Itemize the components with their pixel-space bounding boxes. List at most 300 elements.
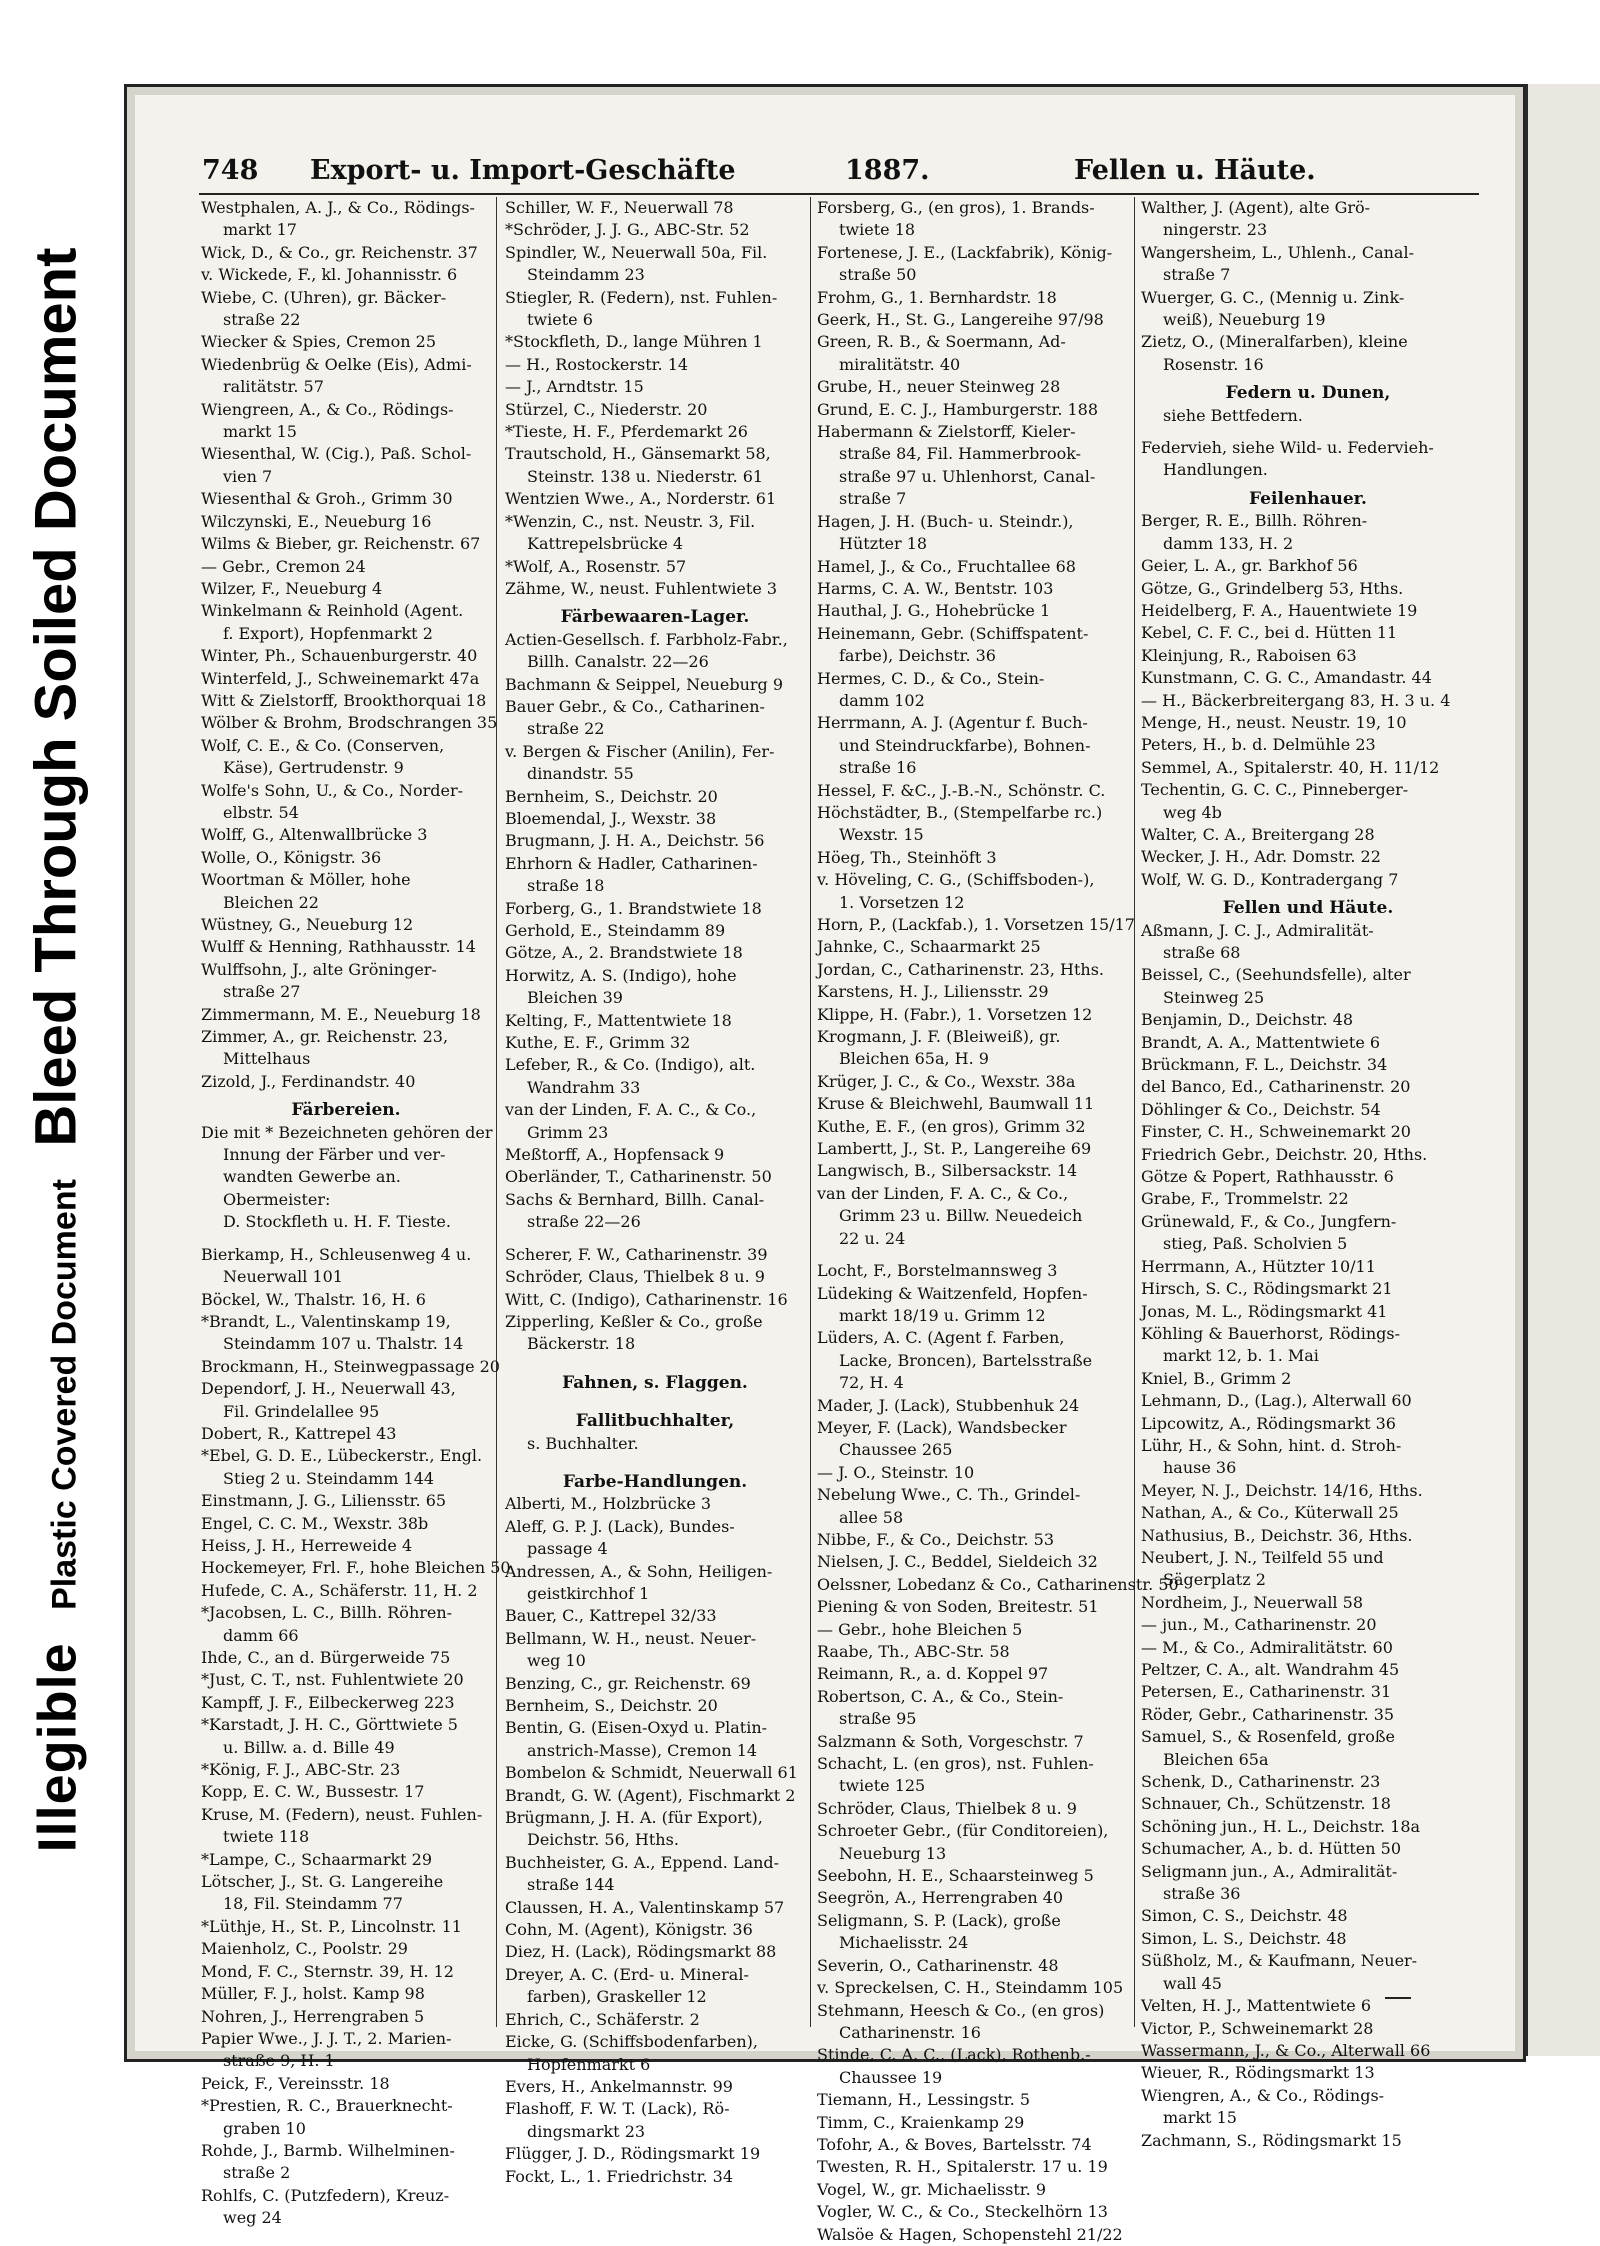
entry-continuation: markt 15	[223, 422, 297, 442]
directory-entry: Bernheim, S., Deichstr. 20	[505, 1696, 718, 1715]
directory-entry: v. Spreckelsen, C. H., Steindamm 105	[817, 1978, 1124, 1998]
directory-entry: Hagen, J. H. (Buch- u. Steindr.),	[817, 511, 1074, 531]
directory-entry: *Schröder, J. J. G., ABC-Str. 52	[505, 220, 750, 240]
directory-entry: Zizold, J., Ferdinandstr. 40	[201, 1071, 416, 1091]
directory-entry: Seligmann jun., A., Admiralität-	[1141, 1861, 1398, 1881]
directory-entry: Kebel, C. F. C., bei d. Hütten 11	[1141, 623, 1398, 643]
directory-entry: Reimann, R., a. d. Koppel 97	[817, 1664, 1049, 1684]
directory-entry: Dependorf, J. H., Neuerwall 43,	[201, 1379, 456, 1399]
entry-continuation: Steindamm 23	[527, 265, 645, 285]
directory-entry: Zietz, O., (Mineralfarben), kleine	[1141, 332, 1408, 352]
directory-entry: Eicke, G. (Schiffsbodenfarben),	[505, 2032, 758, 2052]
directory-entry: Nebelung Wwe., C. Th., Grindel-	[817, 1485, 1081, 1505]
directory-entry: Heiss, J. H., Herreweide 4	[201, 1535, 413, 1555]
entry-continuation: markt 18/19 u. Grimm 12	[839, 1305, 1046, 1325]
entry-continuation: geistkirchhof 1	[527, 1583, 650, 1603]
directory-entry: Wiecker & Spies, Cremon 25	[201, 332, 437, 352]
directory-entry: Lehmann, D., (Lag.), Alterwall 60	[1141, 1391, 1412, 1411]
entry-continuation: weg 4b	[1163, 802, 1222, 822]
directory-entry: Federvieh, siehe Wild- u. Federvieh-	[1141, 438, 1434, 458]
entry-continuation: anstrich-Masse), Cremon 14	[527, 1740, 758, 1760]
directory-entry: Wuerger, G. C., (Mennig u. Zink-	[1141, 287, 1405, 307]
entry-continuation: stieg, Paß. Scholvien 5	[1163, 1234, 1348, 1254]
stamp-labels	[23, 248, 90, 1853]
directory-entry: Bellmann, W. H., neust. Neuer-	[505, 1628, 757, 1648]
entry-continuation: wall 45	[1163, 1973, 1222, 1993]
directory-entry: v. Bergen & Fischer (Anilin), Fer-	[505, 741, 775, 761]
directory-entry: Bombelon & Schmidt, Neuerwall 61	[505, 1763, 798, 1783]
entry-continuation: f. Export), Hopfenmarkt 2	[223, 623, 433, 643]
directory-entry: Claussen, H. A., Valentinskamp 57	[505, 1897, 785, 1917]
directory-entry: Krüger, J. C., & Co., Wexstr. 38a	[817, 1071, 1076, 1091]
directory-entry: Wiedenbrüg & Oelke (Eis), Admi-	[201, 354, 472, 374]
directory-entry: Karstens, H. J., Liliensstr. 29	[817, 982, 1049, 1002]
directory-entry: Wölber & Brohm, Brodschrangen 35	[201, 713, 498, 733]
directory-entry: Berger, R. E., Billh. Röhren-	[1141, 511, 1368, 531]
entry-continuation: Wandrahm 33	[527, 1077, 641, 1097]
directory-entry: Bauer, C., Kattrepel 32/33	[505, 1606, 717, 1626]
section-heading: Feilenhauer.	[1249, 488, 1367, 509]
directory-entry: Actien-Gesellsch. f. Farbholz-Fabr.,	[505, 629, 788, 649]
running-year: 1887.	[845, 155, 930, 186]
directory-entry: Meyer, N. J., Deichstr. 14/16, Hths.	[1141, 1480, 1423, 1500]
directory-entry: Vogler, W. C., & Co., Steckelhörn 13	[817, 2202, 1108, 2222]
directory-entry: Hirsch, S. C., Rödingsmarkt 21	[1141, 1279, 1393, 1299]
directory-entry: Nohren, J., Herrengraben 5	[201, 2006, 425, 2026]
directory-entry: Wulff & Henning, Rathhausstr. 14	[201, 937, 476, 957]
directory-entry: *Jacobsen, L. C., Billh. Röhren-	[201, 1603, 453, 1623]
entry-continuation: miralitätstr. 40	[839, 354, 961, 374]
directory-entry: Krogmann, J. F. (Bleiweiß), gr.	[817, 1027, 1061, 1047]
directory-entry: Kampff, J. F., Eilbeckerweg 223	[201, 1692, 455, 1712]
entry-continuation: Bleichen 65a, H. 9	[839, 1049, 989, 1069]
directory-entry: Müller, F. J., holst. Kamp 98	[201, 1984, 425, 2004]
directory-entry: *Karstadt, J. H. C., Görttwiete 5	[201, 1715, 458, 1735]
directory-entry: Wiebe, C. (Uhren), gr. Bäcker-	[201, 287, 447, 307]
entry-continuation: weiß), Neueburg 19	[1163, 310, 1326, 330]
entry-continuation: Hopfenmarkt 6	[527, 2054, 651, 2074]
directory-entry: Seegrön, A., Herrengraben 40	[817, 1888, 1064, 1908]
column-2	[505, 197, 805, 2186]
directory-entry: *Ebel, G. D. E., Lübeckerstr., Engl.	[201, 1446, 483, 1466]
entry-continuation: D. Stockfleth u. H. F. Tieste.	[223, 1212, 451, 1232]
directory-entry: Lühr, H., & Sohn, hint. d. Stroh-	[1141, 1435, 1402, 1455]
facing-page-edge	[1524, 84, 1600, 2056]
entry-continuation: elbstr. 54	[223, 802, 299, 822]
section-heading: Färbewaaren-Lager.	[560, 607, 750, 628]
entry-continuation: Neuerwall 101	[223, 1267, 343, 1287]
directory-entry: Peters, H., b. d. Delmühle 23	[1141, 735, 1376, 755]
directory-entry: *Stockfleth, D., lange Mühren 1	[505, 332, 763, 352]
directory-entry: Heinemann, Gebr. (Schiffspatent-	[817, 623, 1089, 643]
directory-entry: Wiesenthal, W. (Cig.), Paß. Schol-	[201, 444, 472, 464]
directory-entry: Zachmann, S., Rödingsmarkt 15	[1141, 2130, 1402, 2150]
directory-entry: Bierkamp, H., Schleusenweg 4 u.	[201, 1244, 472, 1264]
directory-entry: Neubert, J. N., Teilfeld 55 und	[1141, 1547, 1384, 1567]
directory-entry: Stinde, C. A. C., (Lack), Rothenb.-	[817, 2045, 1091, 2065]
directory-entry: Süßholz, M., & Kaufmann, Neuer-	[1141, 1951, 1418, 1971]
entry-continuation: passage 4	[527, 1539, 608, 1559]
directory-entry: Engel, C. C. M., Wexstr. 38b	[201, 1513, 429, 1533]
entry-continuation: Steindamm 107 u. Thalstr. 14	[223, 1334, 464, 1354]
directory-entry: Scherer, F. W., Catharinenstr. 39	[505, 1244, 768, 1264]
running-title: Export- u. Import-Geschäfte	[310, 155, 736, 186]
directory-entry: — H., Bäckerbreitergang 83, H. 3 u. 4	[1141, 690, 1451, 710]
column-divider	[810, 197, 811, 2027]
directory-entry: Bentin, G. (Eisen-Oxyd u. Platin-	[505, 1718, 768, 1738]
entry-continuation: Steinstr. 138 u. Niederstr. 61	[527, 466, 764, 486]
directory-entry: — J., Arndtstr. 15	[505, 377, 644, 397]
directory-entry: Wolf, W. G. D., Kontradergang 7	[1141, 869, 1399, 889]
column-1	[201, 197, 511, 2228]
directory-entry: v. Höveling, C. G., (Schiffsboden-),	[817, 870, 1095, 890]
directory-entry: Lambertt, J., St. P., Langereihe 69	[817, 1139, 1092, 1159]
directory-entry: Lefeber, R., & Co. (Indigo), alt.	[505, 1055, 756, 1075]
entry-continuation: Catharinenstr. 16	[839, 2022, 981, 2042]
directory-entry: Schenk, D., Catharinenstr. 23	[1141, 1772, 1381, 1792]
entry-continuation: Sägerplatz 2	[1163, 1570, 1266, 1590]
directory-entry: Semmel, A., Spitalerstr. 40, H. 11/12	[1141, 757, 1440, 777]
entry-continuation: Bleichen 65a	[1163, 1749, 1269, 1769]
directory-entry: Herrmann, A. J. (Agentur f. Buch-	[817, 713, 1088, 733]
entry-continuation: vien 7	[223, 466, 273, 486]
directory-entry: Tiemann, H., Lessingstr. 5	[817, 2090, 1031, 2110]
directory-entry: Wentzien Wwe., A., Norderstr. 61	[505, 489, 777, 509]
directory-entry: Simon, L. S., Deichstr. 48	[1141, 1928, 1347, 1948]
directory-entry: Peick, F., Vereinsstr. 18	[201, 2073, 390, 2093]
entry-continuation: damm 66	[223, 1625, 299, 1645]
directory-entry: Diez, H. (Lack), Rödingsmarkt 88	[505, 1942, 777, 1962]
directory-entry: Brugmann, J. H. A., Deichstr. 56	[505, 831, 765, 851]
directory-entry: Ehrich, C., Schäferstr. 2	[505, 2009, 700, 2029]
directory-entry: Wolff, G., Altenwallbrücke 3	[201, 825, 428, 845]
directory-entry: Menge, H., neust. Neustr. 19, 10	[1141, 712, 1407, 732]
directory-entry: Götze, A., 2. Brandstwiete 18	[505, 943, 743, 963]
directory-entry: Röder, Gebr., Catharinenstr. 35	[1141, 1704, 1395, 1724]
entry-continuation: Chaussee 19	[839, 2067, 943, 2087]
directory-entry: Flügger, J. D., Rödingsmarkt 19	[505, 2144, 761, 2164]
entry-continuation: straße 7	[1163, 265, 1231, 285]
directory-entry: Zähme, W., neust. Fuhlentwiete 3	[505, 578, 778, 598]
entry-continuation: hause 36	[1163, 1458, 1237, 1478]
directory-entry: — H., Rostockerstr. 14	[505, 354, 689, 374]
directory-entry: Brückmann, F. L., Deichstr. 34	[1141, 1055, 1388, 1075]
directory-entry: van der Linden, F. A. C., & Co.,	[505, 1100, 757, 1120]
directory-entry: Cohn, M. (Agent), Königstr. 36	[505, 1920, 753, 1940]
stamp-illegible: Illegible	[27, 1642, 88, 1853]
directory-entry: Oberländer, T., Catharinenstr. 50	[505, 1167, 772, 1187]
section-title: Fellen u. Häute.	[1074, 155, 1316, 186]
directory-entry: — Gebr., Cremon 24	[201, 556, 366, 576]
directory-entry: *Just, C. T., nst. Fuhlentwiete 20	[201, 1670, 464, 1690]
entry-continuation: straße 22—26	[527, 1212, 641, 1232]
directory-entry: Wick, D., & Co., gr. Reichenstr. 37	[201, 242, 478, 262]
entry-continuation: Grimm 23 u. Billw. Neuedeich	[839, 1206, 1083, 1226]
entry-continuation: Bleichen 39	[527, 988, 623, 1008]
entry-continuation: Fil. Grindelallee 95	[223, 1401, 380, 1421]
entry-continuation: Lacke, Broncen), Bartelsstraße	[839, 1350, 1093, 1370]
directory-entry: van der Linden, F. A. C., & Co.,	[817, 1183, 1069, 1203]
entry-continuation: twiete 18	[839, 220, 916, 240]
directory-entry: Schnauer, Ch., Schützenstr. 18	[1141, 1794, 1391, 1814]
directory-entry: *Lüthje, H., St. P., Lincolnstr. 11	[201, 1916, 462, 1936]
directory-entry: Schacht, L. (en gros), nst. Fuhlen-	[817, 1754, 1094, 1774]
entry-continuation: Kattrepelsbrücke 4	[527, 534, 684, 554]
entry-continuation: straße 22	[527, 719, 605, 739]
directory-entry: *Brandt, L., Valentinskamp 19,	[201, 1311, 451, 1331]
directory-entry: Hufede, C. A., Schäferstr. 11, H. 2	[201, 1580, 478, 1600]
directory-entry: Lötscher, J., St. G. Langereihe	[201, 1872, 444, 1892]
entry-continuation: Deichstr. 56, Hths.	[527, 1830, 679, 1850]
directory-entry: Kruse, M. (Federn), neust. Fuhlen-	[201, 1804, 483, 1824]
entry-continuation: Neueburg 13	[839, 1843, 947, 1863]
directory-entry: Forsberg, G., (en gros), 1. Brands-	[817, 198, 1095, 217]
directory-entry: Brandt, A. A., Mattentwiete 6	[1141, 1032, 1381, 1052]
directory-entry: Lipcowitz, A., Rödingsmarkt 36	[1141, 1413, 1396, 1433]
directory-entry: Seebohn, H. E., Schaarsteinweg 5	[817, 1866, 1094, 1886]
directory-entry: Walther, J. (Agent), alte Grö-	[1141, 198, 1371, 217]
entry-continuation: straße 95	[839, 1709, 917, 1729]
directory-entry: Nordheim, J., Neuerwall 58	[1141, 1592, 1363, 1612]
directory-entry: Hockemeyer, Frl. F., hohe Bleichen 50	[201, 1558, 511, 1578]
directory-entry: Kruse & Bleichwehl, Baumwall 11	[817, 1094, 1095, 1114]
directory-entry: Samuel, S., & Rosenfeld, große	[1141, 1727, 1395, 1747]
directory-entry: Timm, C., Kraienkamp 29	[817, 2112, 1025, 2132]
spacer	[817, 1250, 1129, 1260]
directory-entry: Götze, G., Grindelberg 53, Hths.	[1141, 578, 1404, 598]
directory-entry: Jordan, C., Catharinenstr. 23, Hths.	[817, 959, 1104, 979]
directory-entry: Horn, P., (Lackfab.), 1. Vorsetzen 15/17	[817, 915, 1135, 934]
entry-continuation: 18, Fil. Steindamm 77	[223, 1894, 403, 1914]
entry-continuation: straße 84, Fil. Hammerbrook-	[839, 444, 1082, 464]
directory-entry: Peltzer, C. A., alt. Wandrahm 45	[1141, 1660, 1400, 1679]
stamp-plastic-covered: Plastic Covered Document	[45, 1179, 84, 1610]
directory-entry: *Lampe, C., Schaarmarkt 29	[201, 1849, 433, 1869]
directory-entry: Flashoff, F. W. T. (Lack), Rö-	[505, 2099, 730, 2119]
column-divider	[1134, 197, 1135, 2027]
entry-continuation: Innung der Färber und ver-	[223, 1145, 446, 1165]
entry-continuation: farben), Graskeller 12	[527, 1987, 707, 2007]
directory-entry: Nathan, A., & Co., Küterwall 25	[1141, 1503, 1399, 1523]
directory-entry: Brockmann, H., Steinwegpassage 20	[201, 1356, 500, 1376]
directory-entry: Trautschold, H., Gänsemarkt 58,	[505, 444, 771, 464]
entry-continuation: Bleichen 22	[223, 892, 319, 912]
directory-entry: Bernheim, S., Deichstr. 20	[505, 786, 718, 806]
directory-entry: Petersen, E., Catharinenstr. 31	[1141, 1682, 1392, 1702]
directory-entry: Zipperling, Keßler & Co., große	[505, 1311, 763, 1331]
directory-entry: Schröder, Claus, Thielbek 8 u. 9	[505, 1267, 765, 1287]
directory-entry: Höchstädter, B., (Stempelfarbe rc.)	[817, 802, 1103, 822]
directory-entry: Wolfe's Sohn, U., & Co., Norder-	[201, 780, 464, 800]
directory-entry: *Prestien, R. C., Brauerknecht-	[201, 2096, 453, 2116]
spacer	[201, 1234, 491, 1244]
directory-entry: Brandt, G. W. (Agent), Fischmarkt 2	[505, 1785, 796, 1805]
stamp-bleed-through: Bleed Through Soiled Document	[23, 247, 89, 1147]
directory-entry: Heidelberg, F. A., Hauentwiete 19	[1141, 600, 1418, 620]
directory-entry: Beissel, C., (Seehundsfelle), alter	[1141, 965, 1411, 985]
directory-entry: Bloemendal, J., Wexstr. 38	[505, 808, 717, 828]
directory-entry: Meßtorff, A., Hopfensack 9	[505, 1145, 725, 1165]
directory-entry: Aßmann, J. C. J., Admiralität-	[1141, 920, 1374, 940]
directory-entry: Schröder, Claus, Thielbek 8 u. 9	[817, 1798, 1077, 1818]
entry-continuation: straße 144	[527, 1875, 615, 1895]
directory-entry: Seligmann, S. P. (Lack), große	[817, 1910, 1061, 1930]
directory-entry: Rohlfs, C. (Putzfedern), Kreuz-	[201, 2185, 450, 2205]
directory-entry: Wecker, J. H., Adr. Domstr. 22	[1141, 847, 1381, 867]
directory-entry: Schiller, W. F., Neuerwall 78	[505, 198, 734, 217]
entry-continuation: twiete 118	[223, 1827, 310, 1847]
directory-entry: Klippe, H. (Fabr.), 1. Vorsetzen 12	[817, 1004, 1093, 1024]
entry-continuation: 72, H. 4	[839, 1373, 904, 1393]
directory-entry: — jun., M., Catharinenstr. 20	[1141, 1615, 1377, 1635]
entry-continuation: und Steindruckfarbe), Bohnen-	[839, 735, 1091, 755]
entry-continuation: ningerstr. 23	[1163, 220, 1268, 240]
directory-entry: Meyer, F. (Lack), Wandsbecker	[817, 1417, 1067, 1437]
directory-entry: Papier Wwe., J. J. T., 2. Marien-	[201, 2028, 452, 2048]
directory-entry: Aleff, G. P. J. (Lack), Bundes-	[505, 1516, 735, 1536]
entry-continuation: twiete 125	[839, 1776, 926, 1796]
entry-continuation: Wexstr. 15	[839, 825, 924, 845]
directory-entry: Salzmann & Soth, Vorgeschstr. 7	[817, 1731, 1084, 1751]
spacer	[505, 1356, 805, 1366]
directory-entry: Grünewald, F., & Co., Jungfern-	[1141, 1211, 1397, 1231]
directory-entry: Wilczynski, E., Neueburg 16	[201, 511, 432, 531]
directory-entry: Harms, C. A. W., Bentstr. 103	[817, 578, 1054, 598]
directory-entry: Döhlinger & Co., Deichstr. 54	[1141, 1099, 1381, 1119]
directory-entry: *Wolf, A., Rosenstr. 57	[505, 556, 687, 576]
directory-entry: Schroeter Gebr., (für Conditoreien),	[817, 1821, 1109, 1841]
entry-continuation: weg 24	[223, 2208, 282, 2228]
entry-continuation: Michaelisstr. 24	[839, 1933, 969, 1953]
entry-continuation: straße 18	[527, 876, 605, 896]
directory-entry: Walsöe & Hagen, Schopenstehl 21/22	[817, 2224, 1123, 2244]
entry-continuation: straße 27	[223, 982, 301, 1002]
section-heading: Farbe-Handlungen.	[562, 1471, 748, 1492]
directory-entry: Hauthal, J. G., Hohebrücke 1	[817, 601, 1051, 621]
directory-entry: Hermes, C. D., & Co., Stein-	[817, 668, 1045, 688]
column-divider	[496, 197, 497, 2027]
directory-entry: Horwitz, A. S. (Indigo), hohe	[505, 965, 737, 985]
entry-continuation: Handlungen.	[1163, 460, 1268, 480]
directory-entry: Simon, C. S., Deichstr. 48	[1141, 1906, 1348, 1926]
directory-entry: Schumacher, A., b. d. Hütten 50	[1141, 1839, 1402, 1859]
entry-continuation: Grimm 23	[527, 1122, 609, 1142]
directory-entry: Wilms & Bieber, gr. Reichenstr. 67	[201, 534, 481, 554]
directory-entry: — J. O., Steinstr. 10	[817, 1462, 975, 1482]
directory-entry: Wilzer, F., Neueburg 4	[201, 578, 383, 598]
directory-entry: Benzing, C., gr. Reichenstr. 69	[505, 1673, 751, 1693]
directory-entry: Alberti, M., Holzbrücke 3	[505, 1494, 712, 1514]
column-4	[1141, 197, 1475, 2150]
entry-continuation: ralitätstr. 57	[223, 377, 324, 397]
directory-entry: Victor, P., Schweinemarkt 28	[1141, 2018, 1374, 2038]
directory-entry: Locht, F., Borstelmannsweg 3	[817, 1261, 1058, 1281]
directory-entry: Nielsen, J. C., Beddel, Sieldeich 32	[817, 1552, 1098, 1572]
directory-entry: Nibbe, F., & Co., Deichstr. 53	[817, 1529, 1055, 1549]
entry-continuation: straße 16	[839, 758, 917, 778]
entry-continuation: Obermeister:	[223, 1189, 331, 1209]
directory-entry: Frohm, G., 1. Bernhardstr. 18	[817, 287, 1057, 307]
entry-continuation: damm 133, H. 2	[1163, 533, 1294, 553]
entry-continuation: straße 68	[1163, 943, 1241, 962]
directory-entry: Köhling & Bauerhorst, Rödings-	[1141, 1323, 1400, 1343]
entry-continuation: straße 7	[839, 489, 907, 509]
directory-entry: Höeg, Th., Steinhöft 3	[817, 847, 997, 867]
entry-continuation: straße 97 u. Uhlenhorst, Canal-	[839, 466, 1096, 486]
directory-entry: Fockt, L., 1. Friedrichstr. 34	[505, 2166, 734, 2186]
entry-continuation: Steinweg 25	[1163, 987, 1265, 1007]
directory-entry: Sachs & Bernhard, Billh. Canal-	[505, 1189, 765, 1209]
directory-entry: Böckel, W., Thalstr. 16, H. 6	[201, 1289, 426, 1309]
directory-entry: Die mit * Bezeichneten gehören der	[201, 1122, 493, 1142]
entry-continuation: markt 12, b. 1. Mai	[1163, 1346, 1319, 1366]
entry-continuation: weg 10	[527, 1651, 586, 1671]
directory-entry: Woortman & Möller, hohe	[201, 870, 411, 890]
directory-entry: Zimmermann, M. E., Neueburg 18	[201, 1004, 481, 1024]
directory-entry: Grabe, F., Trommelstr. 22	[1141, 1189, 1349, 1209]
directory-entry: Bauer Gebr., & Co., Catharinen-	[505, 696, 765, 716]
directory-entry: Wiesenthal & Groh., Grimm 30	[201, 489, 453, 509]
section-heading: Fallitbuchhalter,	[575, 1411, 735, 1432]
section-heading: Fahnen, s. Flaggen.	[562, 1372, 748, 1393]
directory-entry: Langwisch, B., Silbersackstr. 14	[817, 1161, 1078, 1181]
entry-continuation: dingsmarkt 23	[527, 2121, 646, 2141]
directory-entry: Kleinjung, R., Raboisen 63	[1141, 645, 1357, 665]
directory-entry: Jonas, M. L., Rödingsmarkt 41	[1141, 1301, 1388, 1321]
directory-entry: Kunstmann, C. G. C., Amandastr. 44	[1141, 668, 1432, 688]
entry-continuation: markt 15	[1163, 2108, 1237, 2128]
entry-continuation: dinandstr. 55	[527, 764, 634, 784]
header-rule	[199, 193, 1479, 195]
entry-continuation: allee 58	[839, 1507, 904, 1527]
directory-entry: Andressen, A., & Sohn, Heiligen-	[505, 1561, 773, 1581]
directory-entry: Kelting, F., Mattentwiete 18	[505, 1010, 732, 1030]
directory-entry: Wiengren, A., & Co., Rödings-	[1141, 2085, 1385, 2105]
entry-continuation: 22 u. 24	[839, 1228, 906, 1248]
directory-entry: Forberg, G., 1. Brandstwiete 18	[505, 898, 762, 918]
directory-entry: Techentin, G. C. C., Pinneberger-	[1141, 780, 1409, 800]
entry-continuation: Stieg 2 u. Steindamm 144	[223, 1468, 435, 1488]
directory-entry: Lüders, A. C. (Agent f. Farben,	[817, 1328, 1065, 1348]
directory-entry: Witt & Zielstorff, Brookthorquai 18	[201, 690, 487, 710]
entry-continuation: straße 36	[1163, 1884, 1241, 1904]
directory-entry: Schöning jun., H. L., Deichstr. 18a	[1141, 1816, 1421, 1836]
directory-entry: Buchheister, G. A., Eppend. Land-	[505, 1852, 780, 1872]
end-mark	[1385, 1997, 1411, 1999]
directory-entry: Vogel, W., gr. Michaelisstr. 9	[817, 2179, 1047, 2199]
directory-entry: Grube, H., neuer Steinweg 28	[817, 377, 1061, 397]
directory-entry: Oelssner, Lobedanz & Co., Catharinenstr. 50	[817, 1574, 1179, 1594]
directory-entry: Dreyer, A. C. (Erd- u. Mineral-	[505, 1964, 749, 1984]
column-3	[817, 197, 1179, 2244]
entry-continuation: straße 2	[223, 2163, 291, 2183]
directory-entry: Green, R. B., & Soermann, Ad-	[817, 332, 1066, 352]
entry-continuation: damm 102	[839, 690, 925, 710]
directory-entry: v. Wickede, F., kl. Johannisstr. 6	[201, 265, 458, 285]
directory-entry: Mader, J. (Lack), Stubbenhuk 24	[817, 1395, 1080, 1415]
directory-entry: Spindler, W., Neuerwall 50a, Fil.	[505, 242, 768, 262]
entry-continuation: straße 50	[839, 265, 917, 285]
directory-entry: Ehrhorn & Hadler, Catharinen-	[505, 853, 758, 873]
entry-continuation: Billh. Canalstr. 22—26	[527, 652, 709, 672]
directory-entry: Wulffsohn, J., alte Gröninger-	[201, 959, 437, 979]
directory-entry: Kopp, E. C. W., Bussestr. 17	[201, 1782, 425, 1802]
entry-continuation: u. Billw. a. d. Bille 49	[223, 1737, 395, 1757]
directory-entry: Kniel, B., Grimm 2	[1141, 1368, 1292, 1388]
entry-continuation: Mittelhaus	[223, 1049, 311, 1069]
entry-continuation: farbe), Deichstr. 36	[839, 646, 996, 666]
directory-entry: Velten, H. J., Mattentwiete 6	[1141, 1996, 1372, 2016]
